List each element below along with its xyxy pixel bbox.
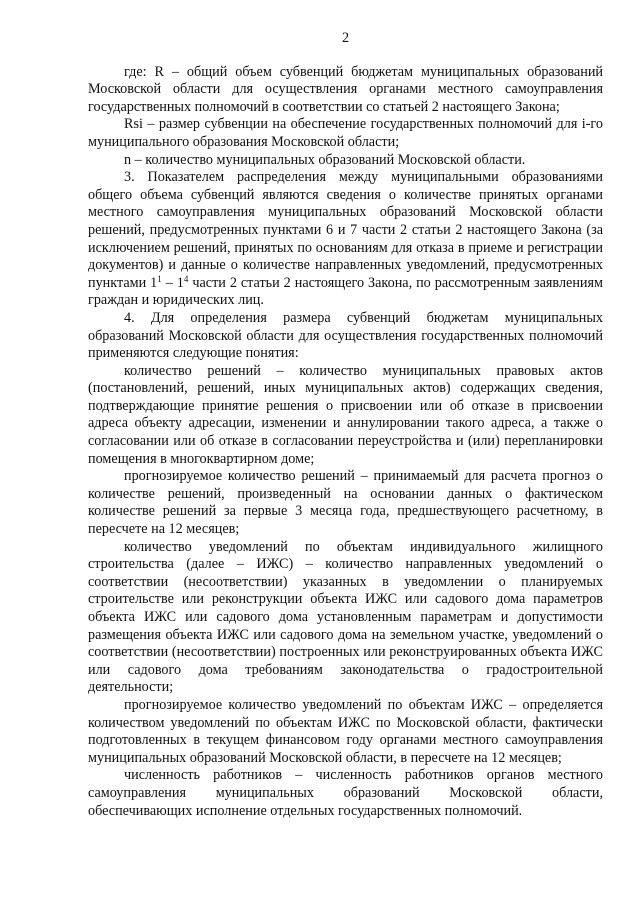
paragraph-term-forecast-notifications: прогнозируемое количество уведомлений по объектам ИЖС – определяется количеством уведомлений по объектам ИЖС по Московской области, фактически подготовленных в текущем финансовом году органами местного самоуправления муниципальных образований Московской области, в пересчете на 12 месяцев; [88, 696, 603, 766]
paragraph-term-staff-count: численность работников – численность работников органов местного самоуправления муниципальных образований Московской области, обеспечивающих исполнение отдельных государственных полномочий. [88, 767, 603, 819]
paragraph-term-notifications-count: количество уведомлений по объектам индивидуального жилищного строительства (далее – ИЖС) – количество направленных уведомлений о соответствии (несоответствии) указанных в уведомлении о планируемых строительстве или реконструкции объекта ИЖС или садового дома параметров объекта ИЖС или садового дома установленным параметрам и допустимости размещения объекта ИЖС или садового дома на земельном участке, уведомлений о соответствии (несоответствии) построенных или реконструированных объекта ИЖС или садового дома требованиям законодательства о градостроительной деятельности; [88, 538, 603, 696]
document-page [88, 30, 603, 820]
superscript-4: 4 [183, 273, 189, 284]
paragraph-definition-n: n – количество муниципальных образований Московской области. [124, 151, 526, 168]
paragraph-term-decisions-count: количество решений – количество муниципальных правовых актов (постановлений, решений, иных муниципальных актов) содержащих сведения, подтверждающие принятие решения о присвоении или об отказе в присвоении адреса объекту адресации, изменении и аннулировании такого адреса, а также о согласовании или об отказе в согласовании переустройства и (или) перепланировки помещения в многоквартирном доме; [88, 362, 603, 467]
paragraph-item-3-text: 3. Показателем распределения между муниципальными образованиями общего объема субвенций являются сведения о количестве принятых органами местного самоуправления муниципальных образований Московской области решений, предусмотренных пунктами 6 и 7 части 2 статьи 2 настоящего Закона (за исключением решений, принятых по основаниям для отказа в приеме и регистрации документов) и данные о количестве направленных уведомлений, предусмотренных пунктами 1 [88, 169, 603, 291]
superscript-1: 1 [157, 273, 162, 284]
paragraph-item-4: 4. Для определения размера субвенций бюджетам муниципальных образований Московской области для осуществления государственных полномочий применяются следующие понятия: [88, 309, 603, 362]
paragraph-item-3-dash: – 1 [161, 274, 184, 291]
paragraph-item-3-end: части 2 статьи 2 настоящего Закона, по рассмотренным заявлениям граждан и юридических лиц. [88, 274, 604, 309]
page-number: 2 [341, 30, 350, 46]
paragraph-definition-r: где: R – общий объем субвенций бюджетам муниципальных образований Московской области для осуществления органами местного самоуправления государственных полномочий в соответствии со статьей 2 настоящего Закона; [88, 63, 603, 115]
paragraph-definition-rsi: Rsi – размер субвенции на обеспечение государственных полномочий для i-го муниципального образования Московской области; [88, 116, 603, 150]
paragraph-term-forecast-decisions: прогнозируемое количество решений – принимаемый для расчета прогноз о количестве решений, произведенный на основании данных о фактическом количестве решений за первые 3 месяца года, предшествующего расчетному, в пересчете на 12 месяцев; [88, 468, 603, 538]
paragraph-item-3 [88, 169, 603, 310]
